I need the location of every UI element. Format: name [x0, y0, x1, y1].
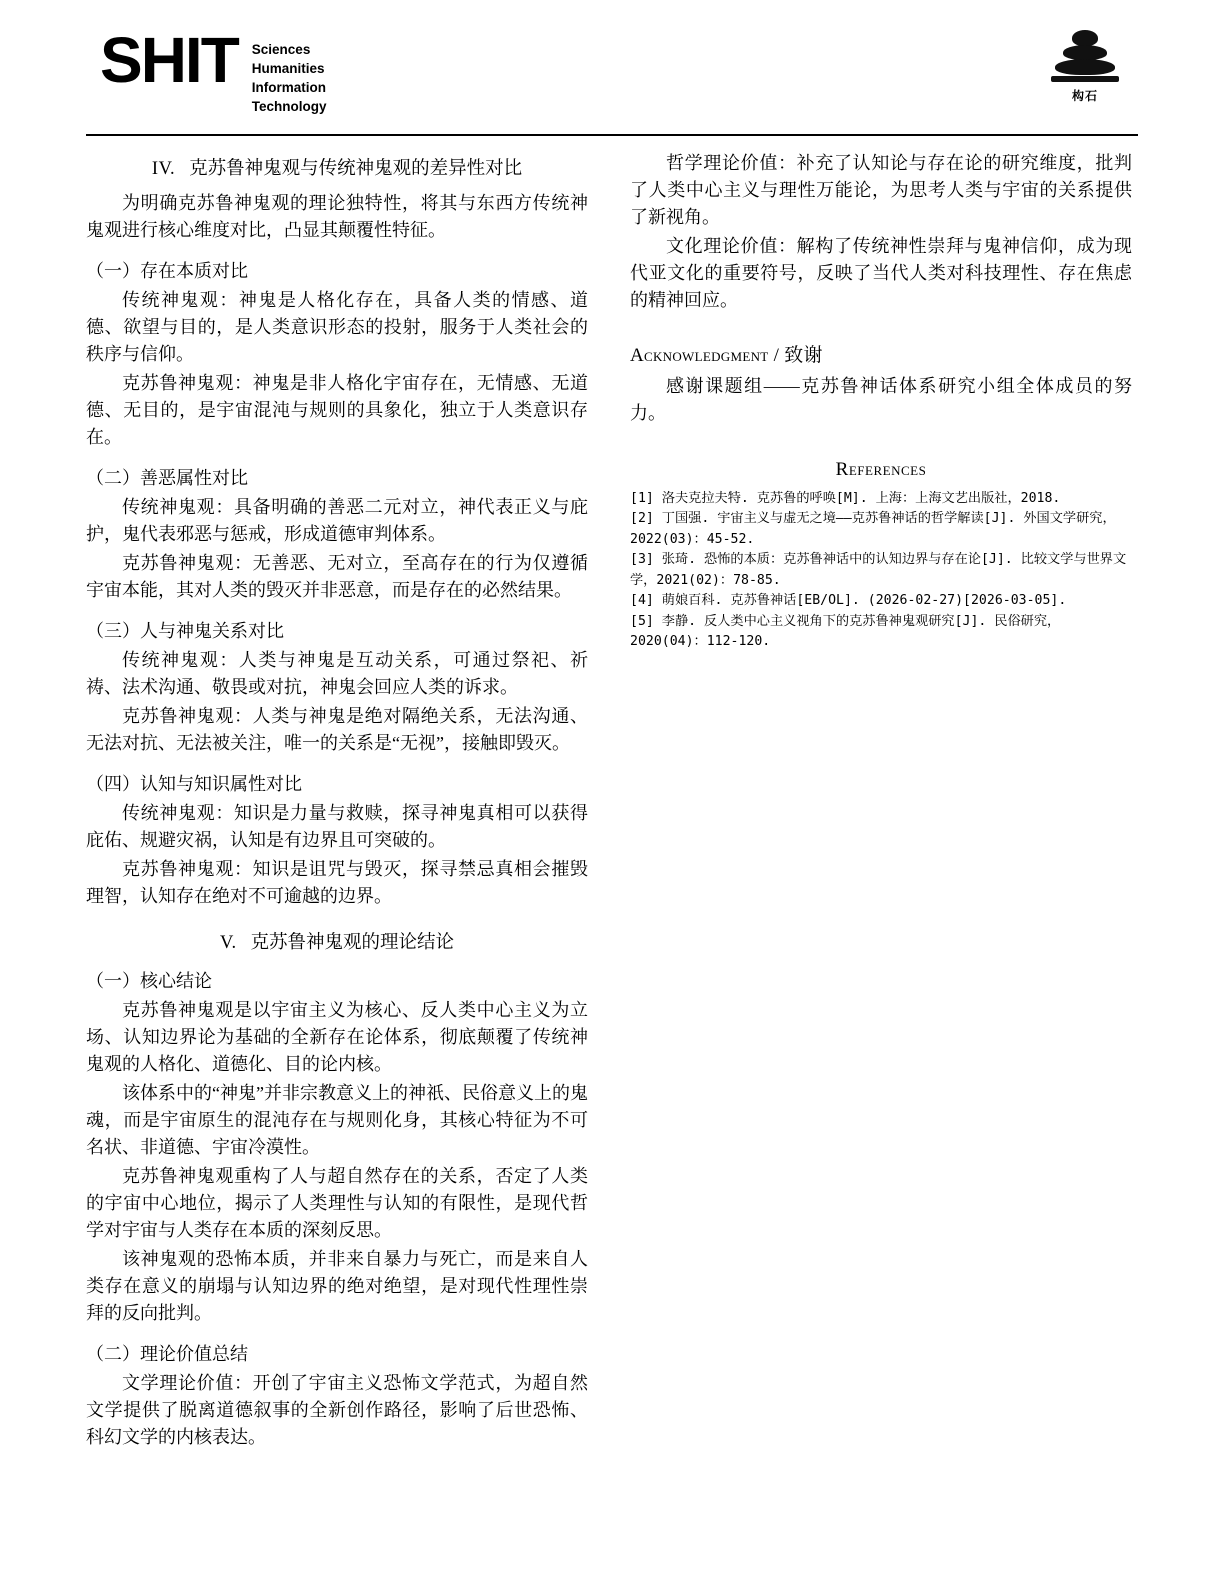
publisher-logo [1042, 30, 1138, 104]
journal-word-3: Information [251, 80, 327, 96]
paragraph: 文化理论价值：解构了传统神性崇拜与鬼神信仰，成为现代亚文化的重要符号，反映了当代人类对科技理性、存在焦虑的精神回应。 [630, 236, 1132, 310]
paragraph: 传统神鬼观：具备明确的善恶二元对立，神代表正义与庇护，鬼代表邪恶与惩戒，形成道德审判体系。 [86, 497, 588, 544]
paragraph: 克苏鲁神鬼观：神鬼是非人格化宇宙存在，无情感、无道德、无目的，是宇宙混沌与规则的具象化，独立于人类意识存在。 [86, 373, 588, 447]
section-heading-4 [86, 154, 588, 180]
publisher-name: 构石 [1071, 89, 1098, 103]
reference-item: [4] 萌娘百科. 克苏鲁神话[EB/OL]. (2026-02-27)[2026-03-05]. [630, 593, 1067, 609]
journal-brand [86, 24, 327, 117]
subsection-heading: （二）善恶属性对比 [86, 468, 248, 488]
journal-masthead [86, 24, 1138, 130]
left-column [86, 150, 588, 1453]
subsection-heading: （二）理论价值总结 [86, 1344, 248, 1364]
paragraph: 克苏鲁神鬼观重构了人与超自然存在的关系，否定了人类的宇宙中心地位，揭示了人类理性与认知的有限性，是现代哲学对宇宙与人类存在本质的深刻反思。 [86, 1166, 588, 1240]
acknowledgment-heading: Acknowledgment / 致谢 [630, 345, 823, 366]
paragraph: 克苏鲁神鬼观：人类与神鬼是绝对隔绝关系，无法沟通、无法对抗、无法被关注，唯一的关系是“无视”，接触即毁灭。 [86, 706, 588, 753]
journal-word-1: Sciences [251, 42, 311, 57]
reference-item: [5] 李静. 反人类中心主义视角下的克苏鲁神鬼观研究[J]. 民俗研究，2020(04)：112-120. [630, 613, 1061, 650]
section-title-5: 克苏鲁神鬼观的理论结论 [250, 933, 454, 953]
journal-fullname [252, 30, 327, 117]
references-heading: References [835, 459, 927, 480]
reference-item: [2] 丁国强. 宇宙主义与虚无之境——克苏鲁神话的哲学解读[J]. 外国文学研究，2022(03)：45-52. [630, 511, 1116, 547]
paragraph: 克苏鲁神鬼观是以宇宙主义为核心、反人类中心主义为立场、认知边界论为基础的全新存在论体系，彻底颠覆了传统神鬼观的人格化、道德化、目的论内核。 [86, 1000, 588, 1074]
paragraph: 该体系中的“神鬼”并非宗教意义上的神祇、民俗意义上的鬼魂，而是宇宙原生的混沌存在与规则化身，其核心特征为不可名状、非道德、宇宙冷漠性。 [86, 1083, 588, 1157]
paragraph: 感谢课题组——克苏鲁神话体系研究小组全体成员的努力。 [630, 376, 1132, 423]
section-title-4: 克苏鲁神鬼观与传统神鬼观的差异性对比 [189, 159, 523, 179]
journal-word-4: Technology [251, 99, 327, 115]
paragraph: 传统神鬼观：知识是力量与救赎，探寻神鬼真相可以获得庇佑、规避灾祸，认知是有边界且可突破的。 [86, 803, 588, 850]
section-number-5: V. [220, 933, 237, 953]
section-heading-5 [86, 928, 588, 954]
paragraph: 该神鬼观的恐怖本质，并非来自暴力与死亡，而是来自人类存在意义的崩塌与认知边界的绝对绝望，是对现代性理性崇拜的反向批判。 [86, 1249, 588, 1323]
right-column [630, 150, 1132, 653]
paragraph: 传统神鬼观：人类与神鬼是互动关系，可通过祭祀、祈祷、法术沟通、敬畏或对抗，神鬼会回应人类的诉求。 [86, 650, 588, 697]
subsection-heading: （一）存在本质对比 [86, 261, 248, 281]
paragraph: 克苏鲁神鬼观：无善恶、无对立，至高存在的行为仅遵循宇宙本能，其对人类的毁灭并非恶意，而是存在的必然结果。 [86, 553, 588, 600]
reference-item: [1] 洛夫克拉夫特. 克苏鲁的呼唤[M]. 上海：上海文艺出版社，2018. [630, 491, 1061, 506]
paragraph: 克苏鲁神鬼观：知识是诅咒与毁灭，探寻禁忌真相会摧毁理智，认知存在绝对不可逾越的边界。 [86, 859, 588, 906]
paragraph: 文学理论价值：开创了宇宙主义恐怖文学范式，为超自然文学提供了脱离道德叙事的全新创作路径，影响了后世恐怖、科幻文学的内核表达。 [86, 1373, 588, 1447]
two-column-body [86, 150, 1138, 1453]
masthead-divider [86, 134, 1138, 136]
journal-word-2: Humanities [251, 61, 325, 77]
paragraph: 传统神鬼观：神鬼是人格化存在，具备人类的情感、道德、欲望与目的，是人类意识形态的投射，服务于人类社会的秩序与信仰。 [86, 290, 588, 364]
subsection-heading: （一）核心结论 [86, 971, 212, 991]
journal-acronym: SHIT [100, 24, 238, 96]
reference-item: [3] 张琦. 恐怖的本质：克苏鲁神话中的认知边界与存在论[J]. 比较文学与世界文学，2021(02)：78-85. [630, 552, 1127, 588]
subsection-heading: （三）人与神鬼关系对比 [86, 621, 284, 641]
section-number-4: IV. [151, 159, 176, 179]
paragraph: 哲学理论价值：补充了认知论与存在论的研究维度，批判了人类中心主义与理性万能论，为思考人类与宇宙的关系提供了新视角。 [630, 153, 1132, 227]
paragraph: 为明确克苏鲁神鬼观的理论独特性，将其与东西方传统神鬼观进行核心维度对比，凸显其颠覆性特征。 [86, 193, 588, 240]
subsection-heading: （四）认知与知识属性对比 [86, 774, 302, 794]
stacked-stones-icon [1051, 30, 1119, 84]
